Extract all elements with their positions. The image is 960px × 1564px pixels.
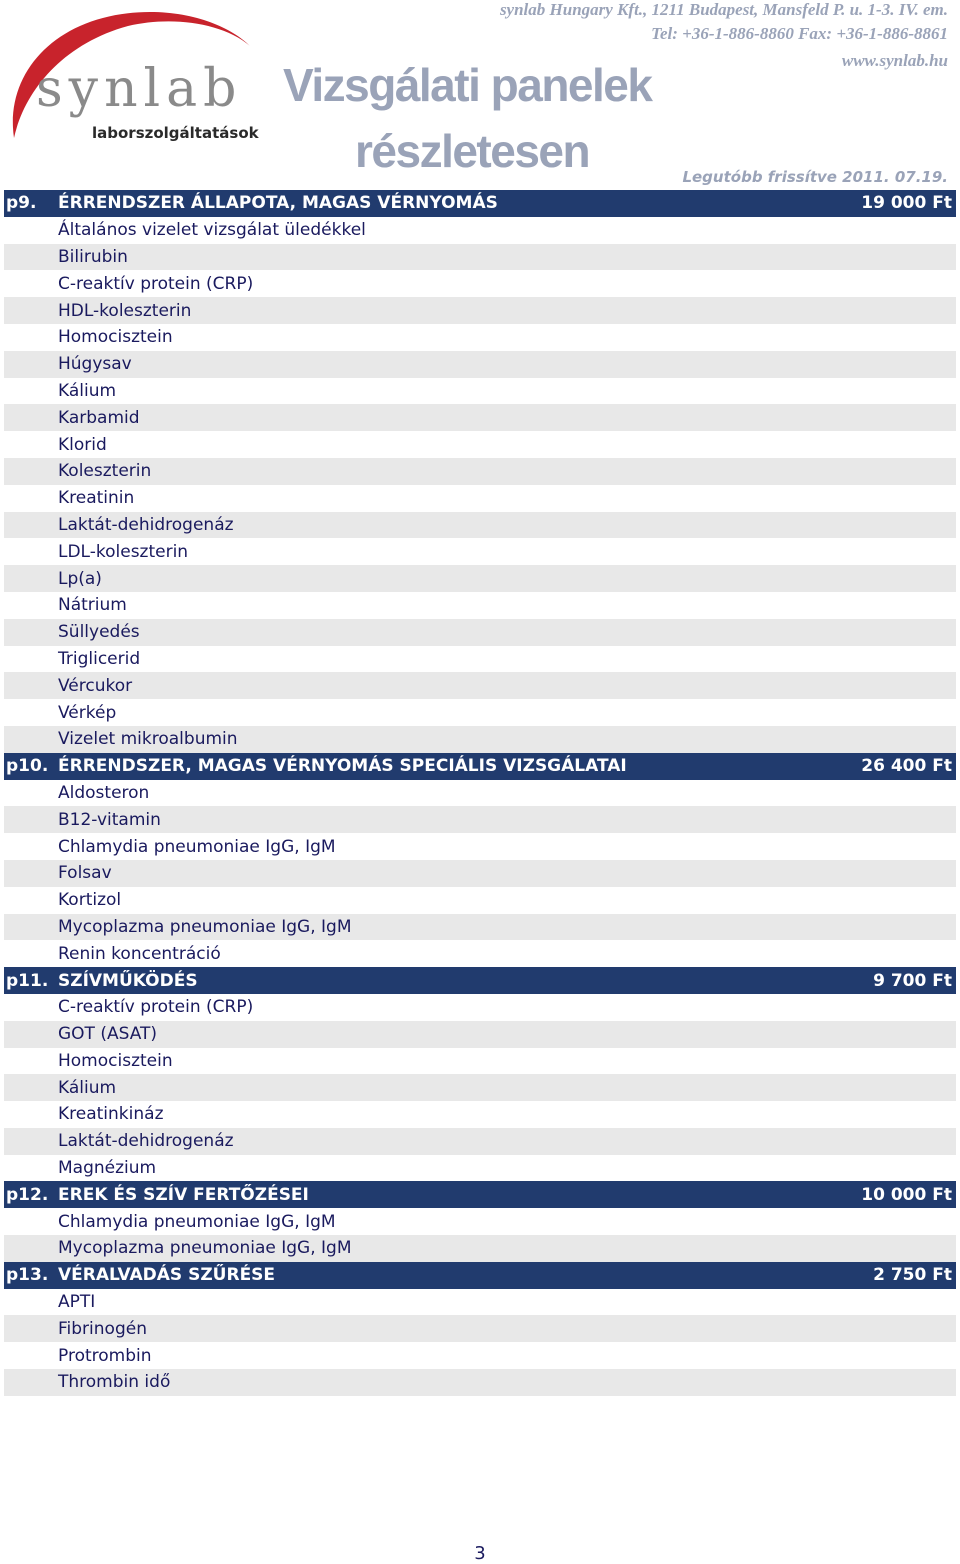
panel-title: ÉRRENDSZER ÁLLAPOTA, MAGAS VÉRNYOMÁS (58, 193, 498, 214)
test-row (4, 1128, 956, 1155)
test-row (4, 646, 956, 673)
page-title-line1: Vizsgálati panelek (283, 59, 652, 111)
test-row (4, 1101, 956, 1128)
panel-list (4, 190, 956, 1396)
test-row (4, 592, 956, 619)
test-row (4, 726, 956, 753)
panel-code: p12. (6, 1184, 49, 1205)
panel-code: p10. (6, 756, 49, 777)
test-name: Laktát-dehidrogenáz (58, 514, 234, 535)
test-name: Bilirubin (58, 246, 128, 267)
test-name: B12-vitamin (58, 809, 161, 830)
test-row (4, 1074, 956, 1101)
test-name: Protrombin (58, 1345, 152, 1366)
synlab-logo (0, 0, 270, 160)
test-name: Mycoplazma pneumoniae IgG, IgM (58, 1238, 352, 1259)
panel-header (4, 1181, 956, 1208)
test-row (4, 672, 956, 699)
test-name: Vizelet mikroalbumin (58, 729, 238, 750)
test-name: C-reaktív protein (CRP) (58, 273, 254, 294)
test-row (4, 297, 956, 324)
test-name: Karbamid (58, 407, 140, 428)
test-name: LDL-koleszterin (58, 541, 189, 562)
test-name: Homocisztein (58, 327, 173, 348)
test-name: Kálium (58, 380, 117, 401)
test-row (4, 780, 956, 807)
test-name: Aldosteron (58, 782, 150, 803)
test-row (4, 1155, 956, 1182)
test-row (4, 860, 956, 887)
logo-wordmark: synlab (36, 59, 243, 119)
company-address: synlab Hungary Kft., 1211 Budapest, Mansfeld P. u. 1-3. IV. em. (499, 0, 948, 19)
test-name: Renin koncentráció (58, 943, 221, 964)
test-name: C-reaktív protein (CRP) (58, 997, 254, 1018)
panel-header (4, 967, 956, 994)
test-row (4, 485, 956, 512)
test-name: Vérkép (58, 702, 117, 723)
test-row (4, 699, 956, 726)
last-updated: Legutóbb frissítve 2011. 07.19. (682, 168, 948, 186)
test-name: Magnézium (58, 1158, 157, 1179)
test-name: Kálium (58, 1077, 117, 1098)
company-website[interactable]: www.synlab.hu (841, 51, 948, 70)
test-row (4, 887, 956, 914)
test-row (4, 217, 956, 244)
panel-header (4, 190, 956, 217)
test-name: GOT (ASAT) (58, 1024, 158, 1045)
panel-header (4, 753, 956, 780)
panel-title: ÉRRENDSZER, MAGAS VÉRNYOMÁS SPECIÁLIS VIZSGÁLATAI (58, 756, 627, 777)
test-name: APTI (58, 1292, 96, 1313)
test-row (4, 1235, 956, 1262)
test-name: Húgysav (58, 354, 132, 375)
test-name: Kortizol (58, 890, 122, 911)
test-row (4, 431, 956, 458)
test-name: Vércukor (58, 675, 133, 696)
test-name: Süllyedés (58, 622, 140, 643)
test-row (4, 270, 956, 297)
test-row (4, 324, 956, 351)
page-title-line2: részletesen (355, 125, 590, 177)
test-row (4, 833, 956, 860)
test-row (4, 1208, 956, 1235)
panel-code: p9. (6, 193, 37, 214)
test-name: Folsav (58, 863, 112, 884)
test-row (4, 940, 956, 967)
panel-code: p13. (6, 1265, 49, 1286)
panel-price: 19 000 Ft (861, 193, 952, 214)
test-name: Általános vizelet vizsgálat üledékkel (58, 220, 366, 241)
panel-price: 9 700 Ft (873, 970, 952, 991)
test-row (4, 806, 956, 833)
page-number: 3 (474, 1543, 486, 1564)
test-name: Koleszterin (58, 461, 152, 482)
test-name: Chlamydia pneumoniae IgG, IgM (58, 1211, 336, 1232)
panel-header (4, 1262, 956, 1289)
test-name: Laktát-dehidrogenáz (58, 1131, 234, 1152)
test-name: Nátrium (58, 595, 127, 616)
test-row (4, 1369, 956, 1396)
test-name: Thrombin idő (58, 1372, 171, 1393)
panel-price: 10 000 Ft (861, 1184, 952, 1205)
test-row (4, 1315, 956, 1342)
test-row (4, 619, 956, 646)
test-row (4, 512, 956, 539)
panel-title: VÉRALVADÁS SZŰRÉSE (58, 1265, 276, 1286)
test-row (4, 378, 956, 405)
test-name: Kreatinkináz (58, 1104, 164, 1125)
test-name: HDL-koleszterin (58, 300, 192, 321)
panel-code: p11. (6, 970, 49, 991)
company-contact: Tel: +36-1-886-8860 Fax: +36-1-886-8861 (651, 24, 948, 43)
panel-title: SZÍVMŰKÖDÉS (58, 970, 198, 991)
test-name: Lp(a) (58, 568, 102, 589)
test-row (4, 914, 956, 941)
test-row (4, 404, 956, 431)
test-row (4, 244, 956, 271)
test-name: Kreatinin (58, 488, 135, 509)
test-name: Klorid (58, 434, 107, 455)
test-row (4, 1021, 956, 1048)
test-row (4, 565, 956, 592)
logo-tagline: laborszolgáltatások (92, 124, 259, 142)
test-row (4, 458, 956, 485)
panel-price: 2 750 Ft (873, 1265, 952, 1286)
test-name: Mycoplazma pneumoniae IgG, IgM (58, 916, 352, 937)
panel-title: EREK ÉS SZÍV FERTŐZÉSEI (58, 1184, 309, 1205)
test-row (4, 1289, 956, 1316)
test-row (4, 351, 956, 378)
test-row (4, 1342, 956, 1369)
test-name: Fibrinogén (58, 1318, 147, 1339)
test-name: Chlamydia pneumoniae IgG, IgM (58, 836, 336, 857)
test-name: Homocisztein (58, 1050, 173, 1071)
test-name: Triglicerid (58, 648, 141, 669)
test-row (4, 538, 956, 565)
test-row (4, 1048, 956, 1075)
panel-price: 26 400 Ft (861, 756, 952, 777)
test-row (4, 994, 956, 1021)
